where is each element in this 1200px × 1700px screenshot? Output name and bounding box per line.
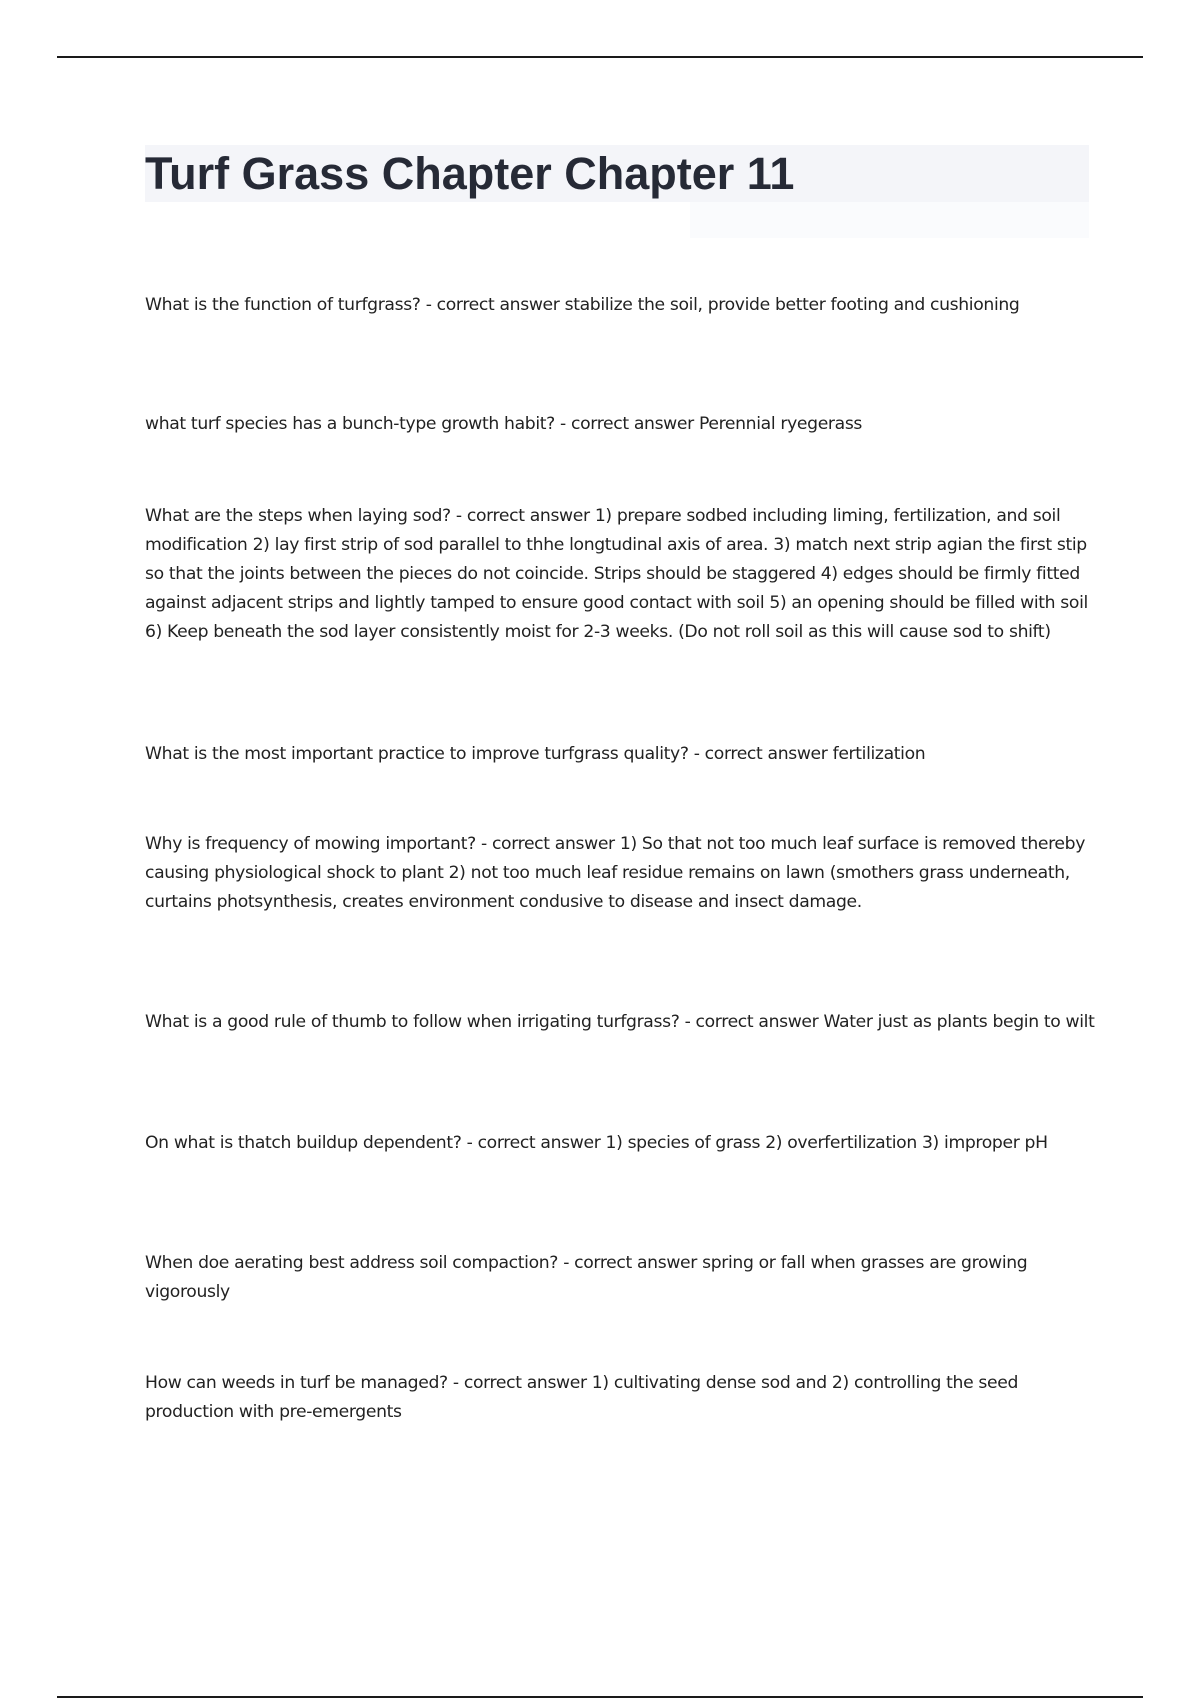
qa-item: When doe aerating best address soil compaction? - correct answer spring or fall when grasses are growing vigorously <box>145 1253 1028 1302</box>
title-highlight-tail <box>690 202 1089 238</box>
qa-item: what turf species has a bunch-type growth habit? - correct answer Perennial ryegerass <box>145 414 863 434</box>
qa-item: What is a good rule of thumb to follow when irrigating turfgrass? - correct answer Water just as plants begin to wilt <box>145 1012 1095 1032</box>
qa-item: What is the most important practice to improve turfgrass quality? - correct answer fertilization <box>145 744 926 764</box>
page-title: Turf Grass Chapter Chapter 11 <box>145 148 795 199</box>
bottom-rule <box>57 1696 1143 1698</box>
qa-item: On what is thatch buildup dependent? - correct answer 1) species of grass 2) overfertilization 3) improper pH <box>145 1133 1048 1153</box>
qa-item: Why is frequency of mowing important? - correct answer 1) So that not too much leaf surface is removed thereby causing physiological shock to plant 2) not too much leaf residue remains on lawn (smothers grass underneath, curtains photsynthesis, creates environment condusive to disease and insect damage. <box>145 834 1086 912</box>
qa-item: What is the function of turfgrass? - correct answer stabilize the soil, provide better footing and cushioning <box>145 295 1020 315</box>
top-rule <box>57 56 1143 58</box>
qa-item: What are the steps when laying sod? - correct answer 1) prepare sodbed including liming, fertilization, and soil modification 2) lay first strip of sod parallel to thhe longtudinal axis of area. 3) match next strip agian the first stip so that the joints between the pieces do not coincide. Strips should be staggered 4) edges should be firmly fitted against adjacent strips and lightly tamped to ensure good contact with soil 5) an opening should be filled with soil 6) Keep beneath the sod layer consistently moist for 2-3 weeks. (Do not roll soil as this will cause sod to shift) <box>145 506 1088 642</box>
qa-item: How can weeds in turf be managed? - correct answer 1) cultivating dense sod and 2) controlling the seed production with pre-emergents <box>145 1373 1019 1422</box>
